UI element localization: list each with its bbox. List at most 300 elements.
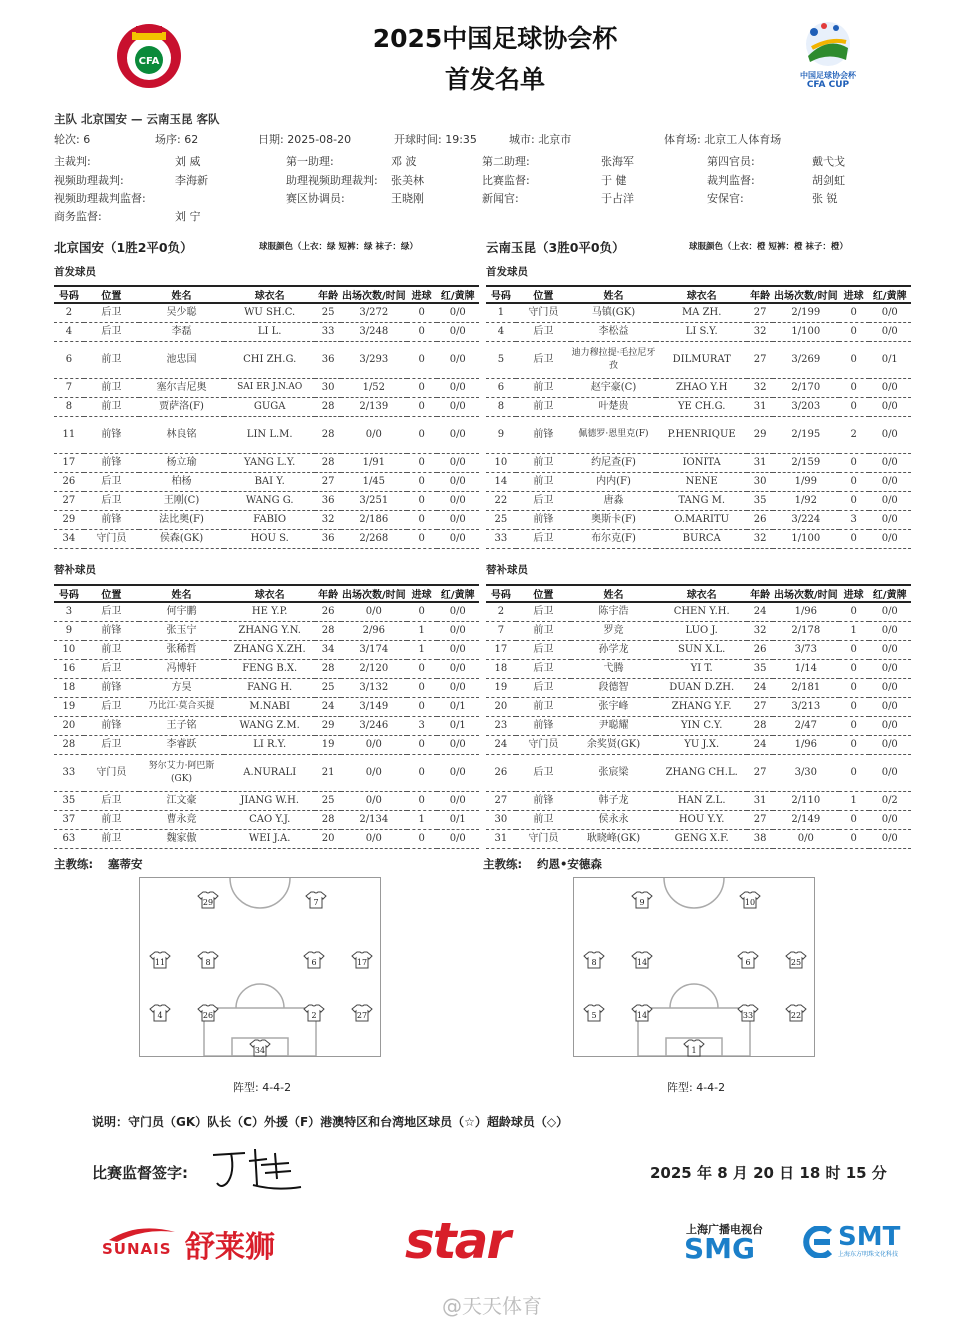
match-no: 场序: 62 [155, 133, 199, 146]
table-cell: 19 [315, 735, 341, 754]
table-cell: 1 [407, 810, 437, 829]
away-starters-label: 首发球员 [486, 266, 528, 278]
official-name: 张海军 [601, 155, 634, 168]
table-cell: 0/1 [437, 716, 480, 735]
sunais-en: SUNAIS [102, 1240, 172, 1258]
table-cell: 1/91 [341, 453, 407, 472]
table-cell: 5 [486, 341, 516, 378]
table-cell: 1/99 [773, 472, 839, 491]
table-cell: ZHANG CH.L. [656, 754, 747, 791]
player-shirt [305, 891, 327, 909]
table-cell: 韩子龙 [571, 791, 656, 810]
table-cell: 20 [54, 716, 84, 735]
table-cell: 侯永永 [571, 810, 656, 829]
table-cell: 杨立瑜 [139, 453, 224, 472]
table-cell: WEI J.A. [224, 829, 315, 848]
table-cell: 罗竞 [571, 621, 656, 640]
table-cell: 33 [54, 754, 84, 791]
smt-logo: SMT [838, 1222, 901, 1252]
table-cell: 0 [407, 416, 437, 453]
table-cell: 2/170 [773, 378, 839, 397]
table-cell: 后卫 [516, 602, 571, 621]
official-role: 赛区协调员: [286, 192, 345, 205]
table-cell: CHEN Y.H. [656, 602, 747, 621]
table-cell: 柏杨 [139, 472, 224, 491]
table-cell: 迪力穆拉提·毛拉尼牙孜 [571, 341, 656, 378]
table-cell: 张稀哲 [139, 640, 224, 659]
table-cell: LI R.Y. [224, 735, 315, 754]
table-cell: BURCA [656, 529, 747, 548]
table-cell: WANG Z.M. [224, 716, 315, 735]
table-cell: 32 [315, 510, 341, 529]
table-cell: 0 [407, 659, 437, 678]
table-cell: 0/0 [773, 829, 839, 848]
table-cell: 0 [839, 322, 869, 341]
table-cell: 3/248 [341, 322, 407, 341]
table-cell: 9 [54, 621, 84, 640]
table-cell: 25 [315, 303, 341, 322]
away-coach: 约恩•安德森 [537, 857, 602, 871]
table-cell: 0 [839, 491, 869, 510]
table-cell: 26 [54, 472, 84, 491]
shirt-number: 1 [691, 1046, 697, 1055]
shirt-number: 27 [356, 1011, 368, 1020]
table-cell: 30 [747, 472, 773, 491]
away-team-name: 云南玉昆（3胜0平0负） [486, 240, 625, 255]
table-cell: 后卫 [516, 678, 571, 697]
player-shirt [351, 951, 373, 969]
table-row [486, 472, 911, 491]
table-cell: 1 [839, 791, 869, 810]
table-cell: 前卫 [516, 472, 571, 491]
table-cell: O.MARITU [656, 510, 747, 529]
table-cell: 36 [315, 491, 341, 510]
table-cell: 3/174 [341, 640, 407, 659]
table-cell: 0 [839, 810, 869, 829]
player-shirt [303, 1004, 325, 1022]
table-cell: 0/0 [437, 640, 480, 659]
table-cell: 0/0 [869, 716, 912, 735]
table-cell: 24 [747, 678, 773, 697]
official-role: 视频助理裁判监督: [54, 192, 146, 205]
table-cell: 前锋 [84, 678, 139, 697]
home-coach-label: 主教练: [54, 857, 94, 871]
table-cell: 后卫 [84, 491, 139, 510]
official-role: 裁判监督: [707, 174, 755, 187]
player-shirt [303, 951, 325, 969]
table-cell: YE CH.G. [656, 397, 747, 416]
table-cell: 0 [839, 453, 869, 472]
table-cell: 0/0 [437, 659, 480, 678]
official-name: 刘 威 [175, 155, 201, 168]
table-cell: 0 [407, 453, 437, 472]
table-cell: YI T. [656, 659, 747, 678]
table-cell: 0/0 [341, 735, 407, 754]
table-cell: 29 [315, 716, 341, 735]
table-cell: 25 [315, 678, 341, 697]
column-header: 球衣名 [224, 585, 315, 602]
table-cell: LI S.Y. [656, 322, 747, 341]
table-cell: 孙学龙 [571, 640, 656, 659]
official-role: 商务监督: [54, 210, 102, 223]
table-cell: 0 [839, 678, 869, 697]
table-cell: 前卫 [84, 640, 139, 659]
table-cell: 奥斯卡(F) [571, 510, 656, 529]
table-row [486, 659, 911, 678]
table-cell: 0 [407, 378, 437, 397]
table-cell: 乃比江·莫合买提 [139, 697, 224, 716]
table-cell: 0/0 [869, 678, 912, 697]
table-cell: ZHANG X.ZH. [224, 640, 315, 659]
table-row [486, 491, 911, 510]
table-cell: 0/0 [437, 678, 480, 697]
official-name: 邓 波 [391, 155, 417, 168]
column-header: 位置 [84, 585, 139, 602]
table-cell: 26 [747, 510, 773, 529]
table-cell: 约尼查(F) [571, 453, 656, 472]
table-cell: NENE [656, 472, 747, 491]
table-cell: 0/0 [437, 621, 480, 640]
table-cell: 3/73 [773, 640, 839, 659]
away-subs-label: 替补球员 [486, 564, 528, 576]
table-cell: 1 [407, 640, 437, 659]
table-cell: 4 [54, 322, 84, 341]
home-subs-table [54, 584, 479, 849]
table-row [54, 678, 479, 697]
table-row [486, 829, 911, 848]
table-cell: 0/0 [869, 659, 912, 678]
table-cell: 0/0 [869, 472, 912, 491]
player-shirt [197, 891, 219, 909]
table-cell: 26 [315, 602, 341, 621]
table-row [486, 303, 911, 322]
table-cell: 后卫 [516, 491, 571, 510]
home-formation-pitch [139, 877, 381, 1057]
table-row [486, 453, 911, 472]
table-cell: 24 [747, 602, 773, 621]
table-row [486, 716, 911, 735]
table-cell: 前锋 [84, 716, 139, 735]
table-cell: 张玉宁 [139, 621, 224, 640]
column-header: 进球 [839, 286, 869, 303]
table-cell: 16 [54, 659, 84, 678]
table-cell: 0/0 [437, 735, 480, 754]
table-cell: 18 [54, 678, 84, 697]
table-cell: GUGA [224, 397, 315, 416]
cup-logo-text-cn: 中国足球协会杯 [800, 71, 856, 80]
table-cell: 赵宇豪(C) [571, 378, 656, 397]
away-formation: 阵型: 4-4-2 [667, 1081, 726, 1094]
table-cell: GENG X.F. [656, 829, 747, 848]
player-shirt [683, 1039, 705, 1057]
table-cell: 后卫 [516, 754, 571, 791]
smg-cn: 上海广播电视台 [686, 1223, 763, 1236]
table-row [54, 453, 479, 472]
table-cell: 19 [486, 678, 516, 697]
column-header: 出场次数/时间 [341, 585, 407, 602]
table-cell: 后卫 [516, 341, 571, 378]
table-cell: 17 [54, 453, 84, 472]
player-shirt [631, 891, 653, 909]
away-kit: 球服颜色（上衣：橙 短裤：橙 袜子：橙） [689, 242, 848, 252]
table-cell: 0 [839, 602, 869, 621]
page-title: 2025中国足球协会杯 [372, 24, 618, 53]
table-cell: 28 [315, 621, 341, 640]
table-cell: 0/0 [869, 621, 912, 640]
table-cell: 28 [315, 397, 341, 416]
table-cell: 前卫 [516, 397, 571, 416]
table-cell: 吴少聪 [139, 303, 224, 322]
table-cell: 0/0 [869, 697, 912, 716]
table-cell: 35 [747, 491, 773, 510]
table-cell: WANG G. [224, 491, 315, 510]
table-row [486, 697, 911, 716]
shirt-number: 4 [157, 1011, 163, 1020]
table-cell: 28 [54, 735, 84, 754]
table-cell: 35 [54, 791, 84, 810]
table-cell: 0 [839, 378, 869, 397]
column-header: 姓名 [139, 585, 224, 602]
official-name: 王晓刚 [391, 192, 424, 205]
table-row [54, 472, 479, 491]
table-cell: 26 [486, 754, 516, 791]
kickoff: 开球时间: 19:35 [394, 133, 477, 146]
table-cell: 0 [407, 735, 437, 754]
table-cell: DUAN D.ZH. [656, 678, 747, 697]
table-cell: 叶楚贵 [571, 397, 656, 416]
column-header: 进球 [407, 286, 437, 303]
column-header: 球衣名 [224, 286, 315, 303]
table-cell: 2/195 [773, 416, 839, 453]
table-cell: 0/0 [869, 322, 912, 341]
table-cell: 0 [407, 697, 437, 716]
table-row [486, 791, 911, 810]
table-cell: 冯博轩 [139, 659, 224, 678]
player-shirt [631, 951, 653, 969]
table-cell: 弋腾 [571, 659, 656, 678]
shirt-number: 22 [790, 1011, 802, 1020]
signature-label: 比赛监督签字: [92, 1164, 188, 1182]
table-cell: 后卫 [516, 640, 571, 659]
table-row [486, 678, 911, 697]
table-cell: 守门员 [84, 529, 139, 548]
table-cell: 耿晓峰(GK) [571, 829, 656, 848]
table-cell: HOU S. [224, 529, 315, 548]
table-row [54, 621, 479, 640]
table-cell: 23 [486, 716, 516, 735]
table-cell: 2/96 [341, 621, 407, 640]
table-cell: 法比奥(F) [139, 510, 224, 529]
table-cell: 32 [747, 529, 773, 548]
column-header: 号码 [54, 286, 84, 303]
city: 城市: 北京市 [509, 133, 572, 146]
table-cell: BAI Y. [224, 472, 315, 491]
handwritten-signature [205, 1145, 305, 1195]
table-cell: 32 [747, 378, 773, 397]
table-cell: 31 [747, 397, 773, 416]
table-cell: 前锋 [84, 621, 139, 640]
table-cell: 30 [486, 810, 516, 829]
shirt-number: 11 [154, 958, 166, 967]
player-shirt [197, 1004, 219, 1022]
table-cell: 2/139 [341, 397, 407, 416]
table-cell: 3/213 [773, 697, 839, 716]
home-coach: 塞蒂安 [108, 857, 143, 871]
table-cell: 3/251 [341, 491, 407, 510]
table-cell: 24 [315, 697, 341, 716]
shirt-number: 29 [202, 898, 214, 907]
table-cell: 0 [839, 397, 869, 416]
table-cell: 李睿跃 [139, 735, 224, 754]
table-cell: 守门员 [516, 829, 571, 848]
table-cell: 7 [54, 378, 84, 397]
cfa-logo-text: CFA [138, 56, 160, 67]
player-shirt [737, 951, 759, 969]
table-cell: 0/1 [869, 341, 912, 378]
table-cell: 1/92 [773, 491, 839, 510]
table-cell: 0 [407, 472, 437, 491]
table-cell: 0/0 [437, 397, 480, 416]
table-cell: 0/0 [437, 529, 480, 548]
table-cell: 17 [486, 640, 516, 659]
table-cell: 2/159 [773, 453, 839, 472]
table-cell: 前锋 [516, 416, 571, 453]
table-cell: 布尔克(F) [571, 529, 656, 548]
shirt-number: 6 [745, 958, 751, 967]
table-cell: 2/181 [773, 678, 839, 697]
column-header: 球衣名 [656, 585, 747, 602]
table-cell: 余奖贤(GK) [571, 735, 656, 754]
table-cell: 前卫 [516, 453, 571, 472]
table-cell: 0/0 [341, 791, 407, 810]
table-cell: 28 [747, 716, 773, 735]
table-cell: 后卫 [84, 659, 139, 678]
column-header: 红/黄牌 [437, 286, 480, 303]
table-cell: 26 [747, 640, 773, 659]
shirt-number: 7 [313, 898, 319, 907]
table-cell: SUN X.L. [656, 640, 747, 659]
table-cell: 24 [747, 735, 773, 754]
table-row [54, 791, 479, 810]
column-header: 球衣名 [656, 286, 747, 303]
table-cell: 27 [747, 341, 773, 378]
table-cell: 24 [486, 735, 516, 754]
table-cell: 魏家傲 [139, 829, 224, 848]
table-row [54, 322, 479, 341]
table-row [486, 621, 911, 640]
table-cell: HOU Y.Y. [656, 810, 747, 829]
table-cell: 0/0 [341, 754, 407, 791]
table-cell: YU J.X. [656, 735, 747, 754]
table-cell: 前卫 [84, 829, 139, 848]
table-cell: 前卫 [516, 378, 571, 397]
table-cell: 江文豪 [139, 791, 224, 810]
table-cell: 2/120 [341, 659, 407, 678]
home-starters-label: 首发球员 [54, 266, 96, 278]
shirt-number: 17 [356, 958, 368, 967]
column-header: 出场次数/时间 [773, 585, 839, 602]
table-cell: 0/0 [869, 640, 912, 659]
table-cell: 21 [315, 754, 341, 791]
table-cell: 0/0 [869, 602, 912, 621]
table-row [54, 602, 479, 621]
column-header: 姓名 [139, 286, 224, 303]
table-row [486, 378, 911, 397]
table-cell: ZHANG Y.N. [224, 621, 315, 640]
away-subs-table [486, 584, 911, 849]
table-cell: 27 [747, 810, 773, 829]
table-cell: 后卫 [516, 322, 571, 341]
table-cell: 2/110 [773, 791, 839, 810]
official-role: 第一助理: [286, 155, 334, 168]
table-cell: 前卫 [84, 341, 139, 378]
table-cell: 0/0 [437, 754, 480, 791]
home-team-name: 北京国安（1胜2平0负） [54, 240, 193, 255]
table-cell: 3/269 [773, 341, 839, 378]
table-cell: A.NURALI [224, 754, 315, 791]
table-cell: 0 [407, 602, 437, 621]
shirt-number: 33 [742, 1011, 754, 1020]
table-cell: 3/132 [341, 678, 407, 697]
shirt-number: 34 [254, 1046, 266, 1055]
player-shirt [583, 1004, 605, 1022]
table-row [486, 602, 911, 621]
table-cell: 27 [747, 697, 773, 716]
table-cell: 1/100 [773, 529, 839, 548]
table-row [54, 829, 479, 848]
table-cell: 1/52 [341, 378, 407, 397]
player-shirt [197, 951, 219, 969]
table-cell: LUO J. [656, 621, 747, 640]
table-cell: 0/0 [437, 602, 480, 621]
table-cell: 佩德罗·恩里克(F) [571, 416, 656, 453]
column-header: 出场次数/时间 [773, 286, 839, 303]
player-shirt [785, 1004, 807, 1022]
table-cell: 33 [486, 529, 516, 548]
table-cell: 25 [315, 791, 341, 810]
table-cell: IONITA [656, 453, 747, 472]
player-shirt [739, 891, 761, 909]
table-cell: 后卫 [84, 303, 139, 322]
shirt-number: 6 [311, 958, 317, 967]
table-cell: FANG H. [224, 678, 315, 697]
cfa-cup-logo [800, 18, 856, 70]
table-cell: 9 [486, 416, 516, 453]
pitch-lines [574, 878, 814, 1056]
table-cell: 0 [839, 716, 869, 735]
table-cell: 1 [486, 303, 516, 322]
table-cell: 0 [839, 659, 869, 678]
table-cell: 后卫 [516, 529, 571, 548]
shirt-number: 14 [636, 958, 648, 967]
table-cell: 3 [407, 716, 437, 735]
table-cell: 8 [486, 397, 516, 416]
table-cell: 25 [486, 510, 516, 529]
table-cell: 前锋 [84, 416, 139, 453]
table-cell: HE Y.P. [224, 602, 315, 621]
table-cell: CAO Y.J. [224, 810, 315, 829]
table-cell: 0 [407, 341, 437, 378]
table-cell: 张宸梁 [571, 754, 656, 791]
table-cell: 王刚(C) [139, 491, 224, 510]
table-cell: 0/0 [437, 491, 480, 510]
table-cell: 18 [486, 659, 516, 678]
official-role: 第四官员: [707, 155, 755, 168]
home-kit: 球服颜色（上衣：绿 短裤：绿 袜子：绿） [259, 242, 418, 252]
table-cell: 2 [839, 416, 869, 453]
table-cell: 3/293 [341, 341, 407, 378]
official-name: 张 锐 [812, 192, 838, 205]
